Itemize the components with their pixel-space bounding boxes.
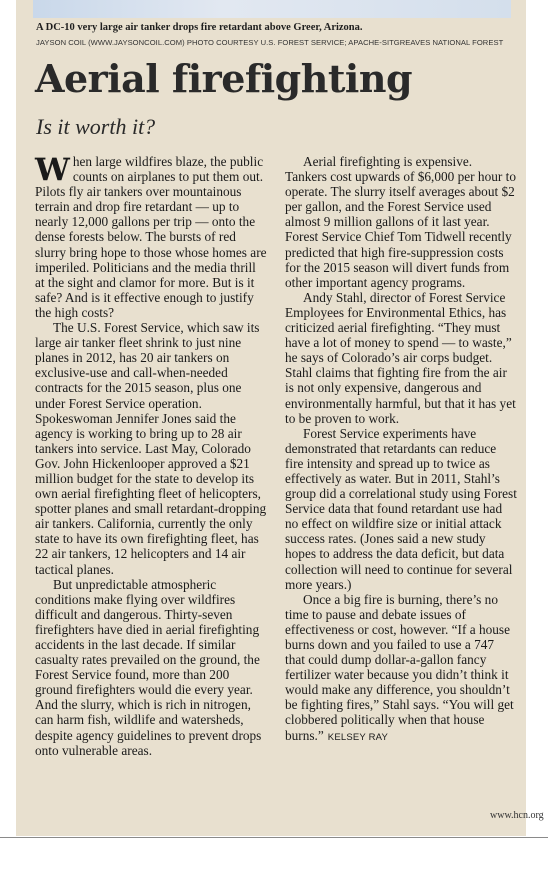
article-column-2: [285, 154, 517, 745]
paragraph: Forest Service experiments have demonstrated that retardants can reduce fire intensity and spread up to twice as effectively as water. But in 2011, Stahl’s group did a correlational study using Forest Service data that found retardant use had no effect on wildfire size or initial attack success rates. (Jones said a new study hopes to address the data deficit, but data collection will need to continue for several more years.): [285, 425, 517, 592]
paragraph: But unpredictable atmospheric conditions make flying over wildfires difficult and dangerous. Thirty-seven firefighters have died in aerial firefighting accidents in the last decade. If similar casualty rates prevailed on the ground, the Forest Service found, more than 200 ground firefighters would die every year. And the slurry, which is rich in nitrogen, can harm fish, wildlife and watersheds, despite agency guidelines to prevent drops onto vulnerable areas.: [35, 576, 262, 758]
article-subtitle: Is it worth it?: [36, 114, 156, 139]
paragraph-text: Once a big fire is burning, there’s no time to pause and debate issues of effectiveness or cost, however. “If a house burns down and you failed to use a 747 that could dump dollar-a-gallon fancy fertilizer water because you didn’t think it would make any difference, you shouldn’t be fighting fires,” Stahl says. “You will get clobbered politically when that house burns.”: [285, 591, 514, 743]
drop-cap: W: [35, 152, 70, 188]
paragraph: [35, 154, 267, 320]
photo-credit: JAYSON COIL (WWW.JAYSONCOIL.COM) PHOTO COURTESY U.S. FOREST SERVICE; APACHE-SITGREAVES NATIONAL FOREST: [36, 38, 504, 47]
paragraph: [285, 592, 517, 745]
paragraph: Aerial firefighting is expensive. Tankers cost upwards of $6,000 per hour to operate. The slurry itself averages about $2 per gallon, and the Forest Service used almost 9 million gallons of it last year. Forest Service Chief Tom Tidwell recently predicted that high fire-suppression costs for the 2015 season will divert funds from other important agency programs.: [285, 154, 516, 290]
paragraph-text: hen large wildfires blaze, the public counts on airplanes to put them out. Pilots fly air tankers over mountainous terrain and drop fire retardant — up to nearly 12,000 gallons per trip — onto the dense forests below. The bursts of red slurry bring hope to those whose homes are imperiled. Politicians and the media thrill at the sight and clamor for more. But is it safe? And is it effective enough to justify the high costs?: [35, 154, 267, 320]
article-title: Aerial firefighting: [35, 56, 413, 101]
byline: KELSEY RAY: [327, 731, 389, 743]
website-url: www.hcn.org: [490, 810, 544, 821]
article-column-1: [35, 154, 267, 758]
bottom-rule: [0, 837, 548, 838]
photo-caption: A DC-10 very large air tanker drops fire retardant above Greer, Arizona.: [36, 22, 363, 33]
paragraph: The U.S. Forest Service, which saw its large air tanker fleet shrink to just nine planes in 2012, has 20 air tankers on exclusive-use and call-when-needed contracts for the 2015 season, plus one under Forest Service operation. Spokeswoman Jennifer Jones said the agency is working to bring up to 28 air tankers into service. Last May, Colorado Gov. John Hickenlooper approved a $21 million budget for the state to develop its own aerial firefighting fleet of helicopters, spotter planes and small retardant-dropping air tankers. California, currently the only state to have its own firefighting fleet, has 22 air tankers, 12 helicopters and 14 air tactical planes.: [35, 320, 267, 577]
photo-bottom-edge: [33, 0, 511, 18]
paragraph: Andy Stahl, director of Forest Service Employees for Environmental Ethics, has criticized aerial firefighting. “They must have a lot of money to spend — to waste,” he says of Colorado’s air corps budget. Stahl claims that fighting fire from the air is not only expensive, dangerous and environmentally harmful, but that it has yet to be proven to work.: [285, 289, 516, 426]
